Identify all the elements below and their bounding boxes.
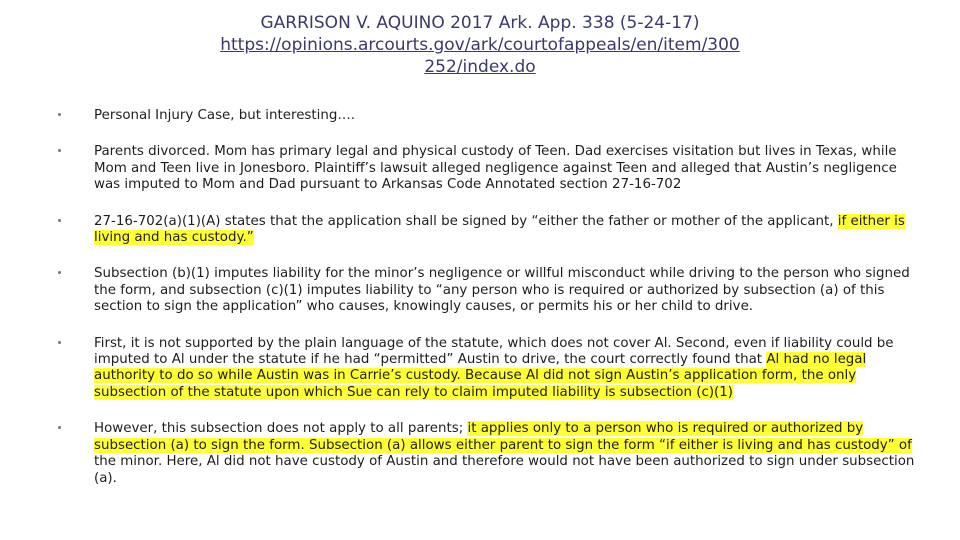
highlighted-text: Al had no legal authority to do so while Austin was in Carrie’s custody. Because Al did not sign Austin’s application form, the only subsection of the statute upon which Sue can rely to claim imputed liability is subsection (c)(1) [94, 352, 867, 400]
bullet-text: Subsection (b)(1) imputes liability for the minor’s negligence or willful misconduct while driving to the person who signed the form, and subsection (c)(1) imputes liability to “any person who is required or authorized by subsection (a) of this section to sign the application” who causes, knowingly causes, or permits his or her child to drive. [94, 266, 910, 315]
bullet-dot-icon [58, 426, 61, 429]
bullet-text: Personal Injury Case, but interesting…. [94, 108, 356, 123]
bullet-item-5 [58, 336, 920, 402]
case-title: GARRISON V. AQUINO 2017 Ark. App. 338 (5-24-17) [260, 13, 700, 33]
bullet-dot-icon [58, 219, 61, 222]
bullet-dot-icon [58, 341, 61, 344]
opinion-link-line-2[interactable]: 252/index.do [424, 57, 536, 77]
highlighted-text: it applies only to a person who is required or authorized by subsection (a) to sign the form. Subsection (a) allows either parent to sign the form “if either is living and has custody” of [94, 421, 912, 453]
bullet-text-tail: the minor. Here, Al did not have custody of Austin and therefore would not have been authorized to sign under subsection (a). [94, 454, 915, 486]
bullet-item-2 [58, 144, 920, 193]
bullet-item-6 [58, 421, 920, 487]
highlighted-text: if either is living and has custody.” [94, 213, 905, 246]
bullet-item-4 [58, 266, 920, 315]
bullet-item-3 [58, 214, 920, 247]
slide-title [0, 12, 960, 78]
bullet-text: First, it is not supported by the plain language of the statute, which does not cover Al. Second, even if liability could be imputed to Al under the statute if he had “permitted” Austin to drive, the court correctly found that [94, 335, 894, 368]
bullet-text: However, this subsection does not apply to all parents; [94, 421, 468, 437]
bullet-dot-icon [58, 271, 61, 274]
bullet-item-1 [58, 108, 920, 124]
opinion-link-line-1[interactable]: https://opinions.arcourts.gov/ark/courtofappeals/en/item/300 [220, 35, 740, 55]
bullet-dot-icon [58, 113, 61, 116]
bullet-text: 27-16-702(a)(1)(A) states that the application shall be signed by “either the father or mother of the applicant, [94, 213, 838, 229]
bullet-text: Parents divorced. Mom has primary legal and physical custody of Teen. Dad exercises visitation but lives in Texas, while Mom and Teen live in Jonesboro. Plaintiff’s lawsuit alleged negligence against Teen and alleged that Austin’s negligence was imputed to Mom and Dad pursuant to Arkansas Code Annotated section 27-16-702 [94, 144, 897, 193]
bullet-dot-icon [58, 149, 61, 152]
bullet-list [58, 108, 920, 507]
